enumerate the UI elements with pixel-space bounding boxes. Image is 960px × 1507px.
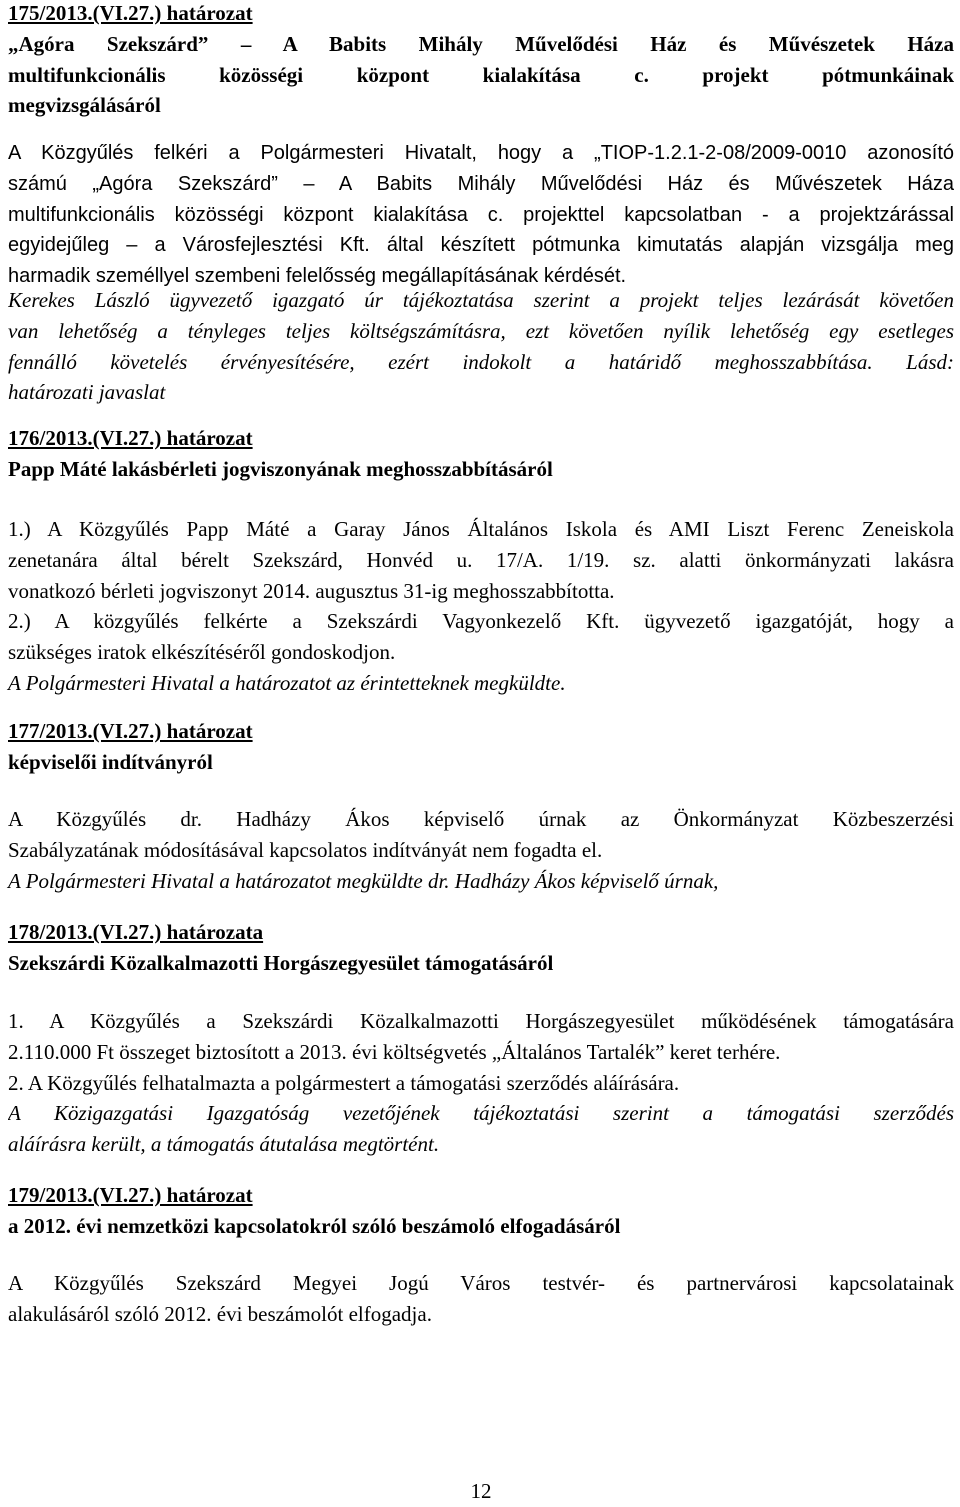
resolution-179 (8, 1180, 954, 1242)
resolution-number: 179/2013.(VI.27.) határozat (8, 1183, 253, 1207)
resolution-176-body (8, 514, 954, 699)
body-line: 2.110.000 Ft összeget biztosított a 2013. évi költségvetés „Általános Tartalék” keret terhére. (8, 1039, 781, 1064)
page-number: 12 (470, 1479, 492, 1503)
body-line: vonatkozó bérleti jogviszonyt 2014. augusztus 31-ig meghosszabbította. (8, 578, 615, 603)
body-line: 2. A Közgyűlés felhatalmazta a polgármestert a támogatási szerződés aláírására. (8, 1070, 680, 1095)
resolution-title-line: multifunkcionális közösségi központ kialakítása c. projekt pótmunkáinak (8, 62, 954, 87)
resolution-title-line: „Agóra Szekszárd” – A Babits Mihály Művelődési Ház és Művészetek Háza (8, 31, 954, 56)
resolution-title: Szekszárdi Közalkalmazotti Horgászegyesület támogatásáról (8, 950, 554, 975)
note-line: van lehetőség a tényleges teljes költségszámításra, ezt követően nyílik lehetőség egy esetleges (8, 318, 954, 343)
resolution-175 (8, 0, 954, 121)
body-line: 1. A Közgyűlés a Szekszárdi Közalkalmazotti Horgászegyesület működésének támogatására (8, 1009, 954, 1033)
resolution-177 (8, 716, 954, 778)
note-line: Kerekes László ügyvezető igazgató úr tájékoztatása szerint a projekt teljes lezárását követően (8, 288, 954, 312)
body-line: A Közgyűlés felkéri a Polgármesteri Hivatalt, hogy a „TIOP-1.2.1-2-08/2009-0010 azonosító (8, 142, 954, 164)
body-line: 1.) A Közgyűlés Papp Máté a Garay János Általános Iskola és AMI Liszt Ferenc Zeneiskola (8, 517, 954, 541)
resolution-176 (8, 423, 954, 485)
resolution-number: 177/2013.(VI.27.) határozat (8, 719, 253, 743)
body-line: A Közgyűlés Szekszárd Megyei Jogú Város testvér- és partnervárosi kapcsolatainak (8, 1271, 954, 1295)
resolution-title: képviselői indítványról (8, 749, 213, 774)
resolution-179-body (8, 1268, 954, 1330)
note-line: A Közigazgatási Igazgatóság vezetőjének tájékoztatási szerint a támogatási szerződés (8, 1101, 954, 1126)
body-line: zenetanára által bérelt Szekszárd, Honvéd u. 17/A. 1/19. sz. alatti önkormányzati lakásra (8, 547, 954, 572)
body-line: harmadik személlyel szembeni felelősség megállapításának kérdését. (8, 265, 627, 288)
resolution-175-body (8, 138, 954, 292)
resolution-178-body (8, 1006, 954, 1160)
resolution-178 (8, 917, 954, 979)
body-line: multifunkcionális közösségi központ kialakítása c. projekttel kapcsolatban - a projektzárással (8, 203, 954, 226)
body-line: 2.) A közgyűlés felkérte a Szekszárdi Vagyonkezelő Kft. ügyvezető igazgatóját, hogy a (8, 609, 954, 634)
body-line: számú „Agóra Szekszárd” – A Babits Mihály Művelődési Ház és Művészetek Háza (8, 172, 954, 195)
resolution-number: 175/2013.(VI.27.) határozat (8, 1, 253, 25)
body-line: Szabályzatának módosításával kapcsolatos indítványát nem fogadta el. (8, 837, 603, 862)
resolution-177-body (8, 804, 954, 896)
note-line: aláírásra került, a támogatás átutalása megtörtént. (8, 1132, 440, 1157)
body-line: A Közgyűlés dr. Hadházy Ákos képviselő úrnak az Önkormányzat Közbeszerzési (8, 807, 954, 831)
body-line: szükséges iratok elkészítéséről gondoskodjon. (8, 640, 396, 665)
note-line: A Polgármesteri Hivatal a határozatot az érintetteknek megküldte. (8, 670, 566, 695)
note-line: határozati javaslat (8, 380, 166, 405)
body-line: alakulásáról szóló 2012. évi beszámolót elfogadja. (8, 1301, 432, 1326)
note-line: fennálló követelés érvényesítésére, ezért indokolt a határidő meghosszabbítása. Lásd: (8, 349, 954, 374)
resolution-number: 178/2013.(VI.27.) határozata (8, 920, 264, 944)
body-line: egyidejűleg – a Városfejlesztési Kft. által készített pótmunka kimutatás alapján vizsgálja meg (8, 234, 954, 257)
note-line: A Polgármesteri Hivatal a határozatot megküldte dr. Hadházy Ákos képviselő úrnak, (8, 868, 719, 893)
resolution-title-line: megvizsgálásáról (8, 93, 161, 118)
resolution-175-note (8, 285, 954, 408)
resolution-title: Papp Máté lakásbérleti jogviszonyának meghosszabbításáról (8, 456, 553, 481)
resolution-number: 176/2013.(VI.27.) határozat (8, 426, 253, 450)
resolution-title: a 2012. évi nemzetközi kapcsolatokról szóló beszámoló elfogadásáról (8, 1213, 621, 1238)
